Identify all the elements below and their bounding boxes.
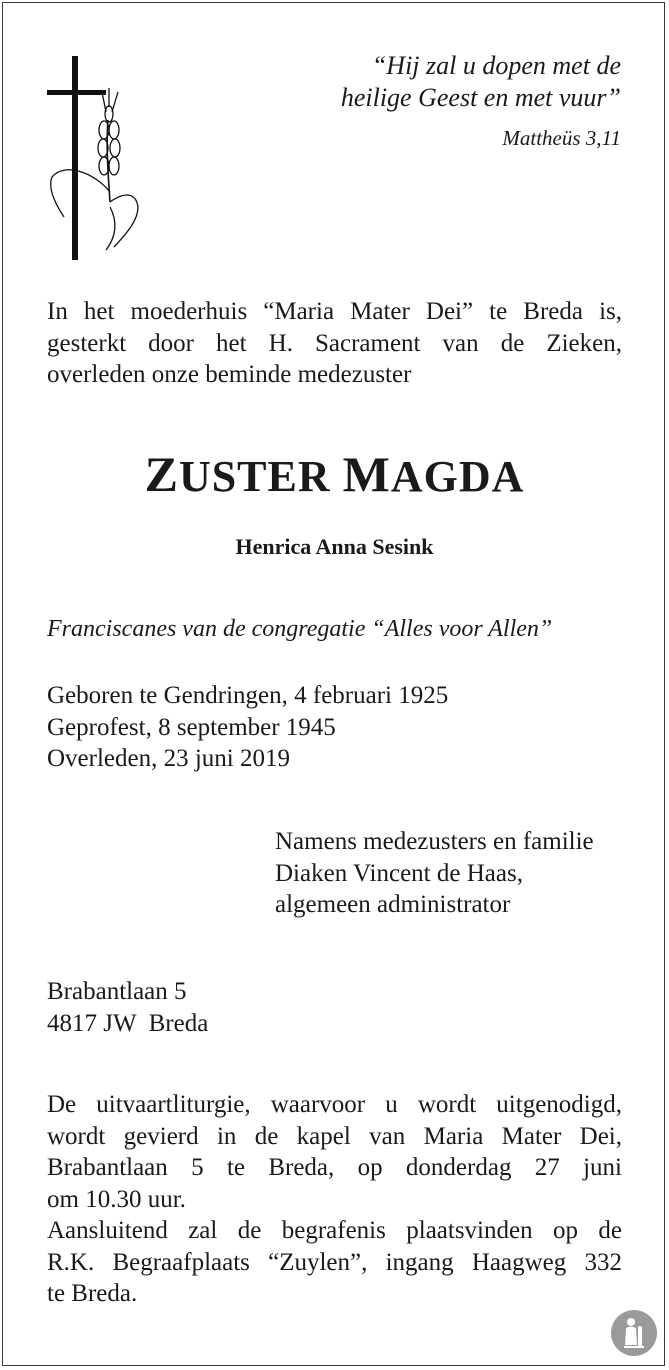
- signature-block: [275, 826, 594, 921]
- name-rest-agda: AGDA: [390, 452, 525, 501]
- address-street: Brabantlaan 5: [47, 978, 187, 1005]
- quote-reference: Mattheüs 3,11: [502, 126, 621, 150]
- service-line: wordt gevierd in de kapel van Maria Mater Dei,: [47, 1122, 622, 1150]
- date-born: Geboren te Gendringen, 4 februari 1925: [47, 682, 449, 709]
- intro-line: In het moederhuis “Maria Mater Dei” te Breda is,: [47, 298, 622, 325]
- date-professed: Geprofest, 8 september 1945: [47, 713, 336, 741]
- signature-line: Namens medezusters en familie: [275, 828, 594, 855]
- life-dates: [47, 680, 622, 775]
- service-line: te Breda.: [47, 1280, 138, 1307]
- deceased-name: [0, 444, 669, 507]
- address-block: [47, 976, 622, 1039]
- quote-line-2: heilige Geest en met vuur”: [340, 83, 621, 112]
- memorial-badge-icon[interactable]: [610, 1309, 658, 1357]
- name-rest-uster: USTER: [178, 452, 343, 501]
- date-died: Overleden, 23 juni 2019: [47, 745, 291, 772]
- bible-quote: [261, 50, 621, 154]
- service-line: Aansluitend zal de begrafenis plaatsvinden op de: [47, 1217, 622, 1244]
- birth-name: Henrica Anna Sesink: [235, 534, 434, 559]
- quote-line-1: “Hij zal u dopen met de: [371, 51, 621, 80]
- cross-with-wheat-icon: [44, 52, 144, 264]
- intro-line: gesterkt door het H. Sacrament van de Zieken,: [47, 329, 622, 357]
- congregation: Franciscanes van de congregatie “Alles voor Allen”: [47, 616, 553, 642]
- signature-line: algemeen administrator: [275, 891, 511, 918]
- address-city: 4817 JW Breda: [47, 1009, 209, 1037]
- service-line: De uitvaartliturgie, waarvoor u wordt uitgenodigd,: [47, 1091, 622, 1118]
- name-initial-m: M: [342, 446, 391, 502]
- intro-paragraph: [47, 296, 622, 391]
- signature-line: Diaken Vincent de Haas,: [275, 859, 523, 887]
- service-line: om 10.30 uur.: [47, 1185, 186, 1213]
- service-line: Brabantlaan 5 te Breda, op donderdag 27 juni: [47, 1154, 622, 1181]
- funeral-service-paragraph: [47, 1089, 622, 1310]
- name-initial-z: Z: [144, 446, 179, 502]
- intro-line: overleden onze beminde medezuster: [47, 361, 412, 388]
- service-line: R.K. Begraafplaats “Zuylen”, ingang Haagweg 332: [47, 1248, 622, 1276]
